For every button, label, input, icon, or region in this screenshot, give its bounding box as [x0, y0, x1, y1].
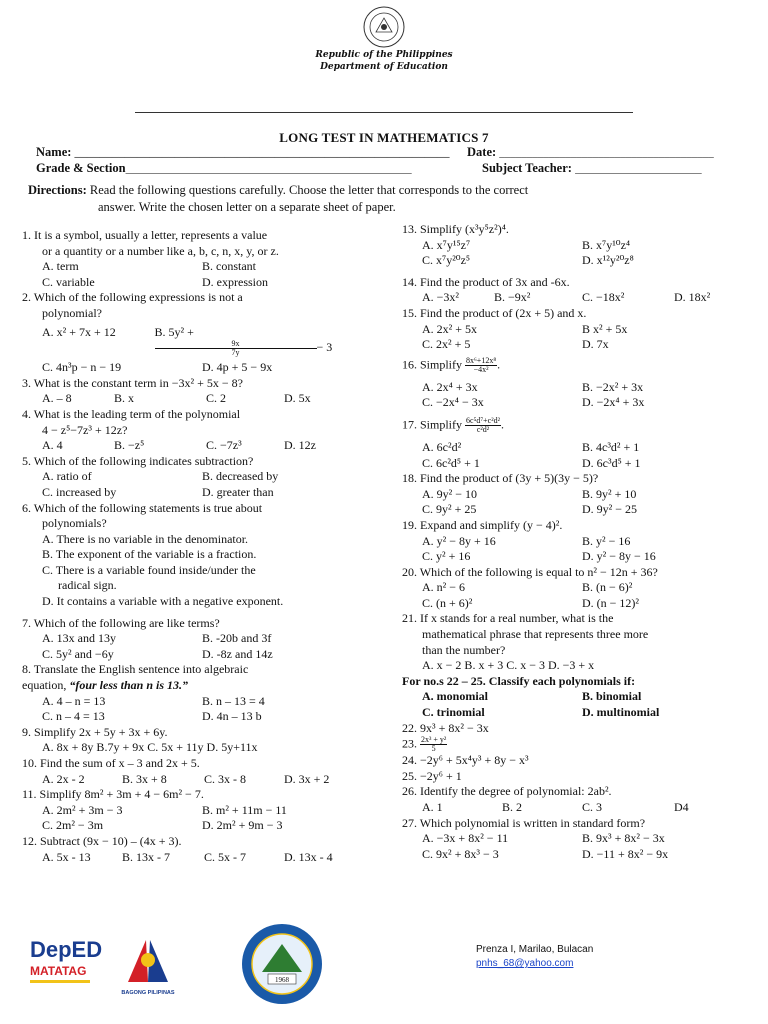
question-2: 2. Which of the following expressions is not a — [22, 290, 243, 305]
school-seal-icon — [240, 922, 324, 1006]
school-founding-year: 1968 — [275, 976, 289, 984]
left-column: 1. It is a symbol, usually a letter, represents a value or a quantity or a number like a, b, c, n, x, y, or z. A. term B. constant C. variable D. expression 2. Which of the following expressions is not a polynomial? A. x² + 7x + 12 B. 5y² + $\frac{9x}{7y}$ − 3 C. 4n³p − n − 19 D. 4p + 5 − 9x 3. What is the constant term in −3x² + 5x − 8? A. – 8 B. x C. 2 D. 5x 4. What is the leading term of the polynomial 4 − z⁵−7z³ + 12z? A. 4 B. −z⁵ C. −7z³ D. 12z 5. Which of the following indicates subtraction? A. ratio of B. decreased by C. increased by D. greater than 6. Which of the following statements is true about polynomials? A. There is no variable in the denominator. B. The exponent of the variable is a fraction. C. There is a variable found inside/under the radical sign. D. It contains a variable with a negative exponent. 7. Which of the following are like terms? A. 13x and 13y B. -20b and 3f C. 5y² and −6y D. -8z and 14z 8. Translate the English sentence into algebraic equation, “four less than n is 13.” A. 4 – n = 13 B. n – 13 = 4 C. n – 4 = 13 D. 4n – 13 b 9. Simplify 2x + 5y + 3x + 6y. A. 8x + 8y B.7y + 9x C. 5x + 11y D. 5y+11x 10. Find the sum of x – 3 and 2x + 5. A. 2x - 2 B. 3x + 8 C. 3x - 8 D. 3x + 2 11. Simplify 8m² + 3m + 4 − 6m² − 7. A. 2m² + 3m − 3 B. m² + 11m − 11 C. 2m² − 3m D. 2m² + 9m − 3 12. Subtract (9x − 10) – (4x + 3). A. 5x - 13 B. 13x - 7 C. 5x - 7 D. 13x - 4 — [22, 228, 392, 865]
header-republic: Republic of the Philippines — [315, 50, 453, 60]
school-address: Prenza I, Marilao, Bulacan — [476, 944, 594, 955]
school-email-link[interactable]: pnhs_68@yahoo.com — [476, 958, 574, 969]
question-18: 18. Find the product of (3y + 5)(3y − 5)? — [402, 471, 599, 486]
question-4: 4. What is the leading term of the polynomial — [22, 406, 241, 421]
question-27: 27. Which polynomial is written in standard form? — [402, 815, 646, 830]
name-field: Name: ____________________________________________________________ — [36, 145, 450, 159]
question-1: 1. It is a symbol, usually a letter, represents a value — [22, 228, 268, 242]
question-13: 13. Simplify (x³y⁵z²)⁴. — [402, 222, 509, 236]
question-7: 7. Which of the following are like terms? — [22, 615, 220, 630]
directions: Directions: Read the following questions carefully. Choose the letter that corresponds to the correct answer. Write the chosen letter on a separate sheet of paper. — [28, 183, 529, 214]
deped-seal-icon — [363, 6, 405, 48]
subject-teacher-field: Subject Teacher: _______________________ — [482, 161, 702, 175]
question-10: 10. Find the sum of x – 3 and 2x + 5. — [22, 756, 200, 770]
question-12: 12. Subtract (9x − 10) – (4x + 3). — [22, 833, 182, 848]
question-11: 11. Simplify 8m² + 3m + 4 − 6m² − 7. — [22, 787, 204, 802]
question-3: 3. What is the constant term in −3x² + 5x − 8? — [22, 375, 243, 390]
question-14: 14. Find the product of 3x and -6x. — [402, 274, 570, 289]
question-20: 20. Which of the following is equal to n² − 12n + 36? — [402, 564, 658, 579]
date-field: Date: _______________________________________ — [467, 145, 714, 159]
question-21: 21. If x stands for a real number, what is the — [402, 611, 614, 626]
grade-section-field: Grade & Section____________________________________________________ — [36, 161, 412, 175]
question-15: 15. Find the product of (2x + 5) and x. — [402, 305, 587, 320]
header-department: Department of Education — [320, 62, 448, 72]
deped-matatag-logo: DepED MATATAG — [30, 938, 110, 998]
bagong-pilipinas-text: BAGONG PILIPINAS — [121, 990, 175, 996]
question-24: 24. −2y⁶ + 5x⁴y³ + 8y − x³ — [402, 753, 529, 768]
page-title: LONG TEST IN MATHEMATICS 7 — [279, 130, 489, 145]
question-19: 19. Expand and simplify (y − 4)². — [402, 517, 563, 532]
question-16: 16. Simplify $\frac{\text{8x⁶+12x⁸}}{\text{−4x²}}$ . — [402, 355, 501, 374]
question-22: 22. 9x³ + 8x² − 3x — [402, 720, 489, 735]
right-column: 13. Simplify (x³y⁵z²)⁴. A. x⁷y¹⁵z⁷ B. x⁷y¹⁰z⁴ C. x⁷y²⁰z⁵ D. x¹²y²⁰z⁸ 14. Find the product of 3x and -6x. A. −3x² B. −9x² C. −18x² D. 18x² 15. Find the product of (2x + 5) and x. A. 2x² + 5x B x² + 5x C. 2x² + 5 D. 7x 16. Simplify $\frac{\text{8x⁶+12x⁸}}{\text{−4x²}}$ . A. 2x⁴ + 3x B. −2x² + 3x C. −2x⁴ − 3x D. −2x⁴ + 3x 17. Simplify $\frac{\text{6c⁵d⁷+c²d²}}{\text{c²d²}}$ . A. 6c²d² B. 4c³d² + 1 C. 6c²d⁵ + 1 D. 6c³d⁵ + 1 18. Find the product of (3y + 5)(3y − 5)? A. 9y² − 10 B. 9y² + 10 C. 9y² + 25 D. 9y² − 25 19. Expand and simplify (y − 4)². A. y² − 8y + 16 B. y² − 16 C. y² + 16 D. y² − 8y − 16 20. Which of the following is equal to n² − 12n + 36? A. n² − 6 B. (n − 6)² C. (n + 6)² D. (n − 12)² 21. If x stands for a real number, what is the mathematical phrase that represents three more than the number? A. x − 2 B. x + 3 C. x − 3 D. −3 + x For no.s 22 – 25. Classify each polynomials if: A. monomial B. binomial C. trinomial D. multinomial 22. 9x³ + 8x² − 3x 23. $\frac{\text{2x³ + y²}}{5}$ 24. −2y⁶ + 5x⁴y³ + 8y − x³ 25. −2y⁶ + 1 26. Identify the degree of polynomial: 2ab². A. 1 B. 2 C. 3 D4 27. Which polynomial is written in standard form? A. −3x + 8x² − 11 B. 9x³ + 8x² − 3x C. 9x² + 8x³ − 3 D. −11 + 8x² − 9x — [402, 222, 764, 862]
classify-instruction: For no.s 22 – 25. Classify each polynomials if: — [402, 673, 636, 688]
question-17: 17. Simplify $\frac{\text{6c⁵d⁷+c²d²}}{\text{c²d²}}$ . — [402, 415, 505, 434]
question-6: 6. Which of the following statements is true about — [22, 500, 263, 515]
question-23: 23. $\frac{\text{2x³ + y²}}{5}$ — [402, 735, 447, 754]
header-divider — [135, 112, 633, 113]
question-25: 25. −2y⁶ + 1 — [402, 768, 462, 783]
question-5: 5. Which of the following indicates subtraction? — [22, 453, 254, 468]
question-8: 8. Translate the English sentence into algebraic — [22, 662, 249, 677]
question-26: 26. Identify the degree of polynomial: 2ab². — [402, 784, 612, 799]
bagong-pilipinas-logo — [118, 932, 178, 998]
question-9: 9. Simplify 2x + 5y + 3x + 6y. — [22, 724, 168, 739]
